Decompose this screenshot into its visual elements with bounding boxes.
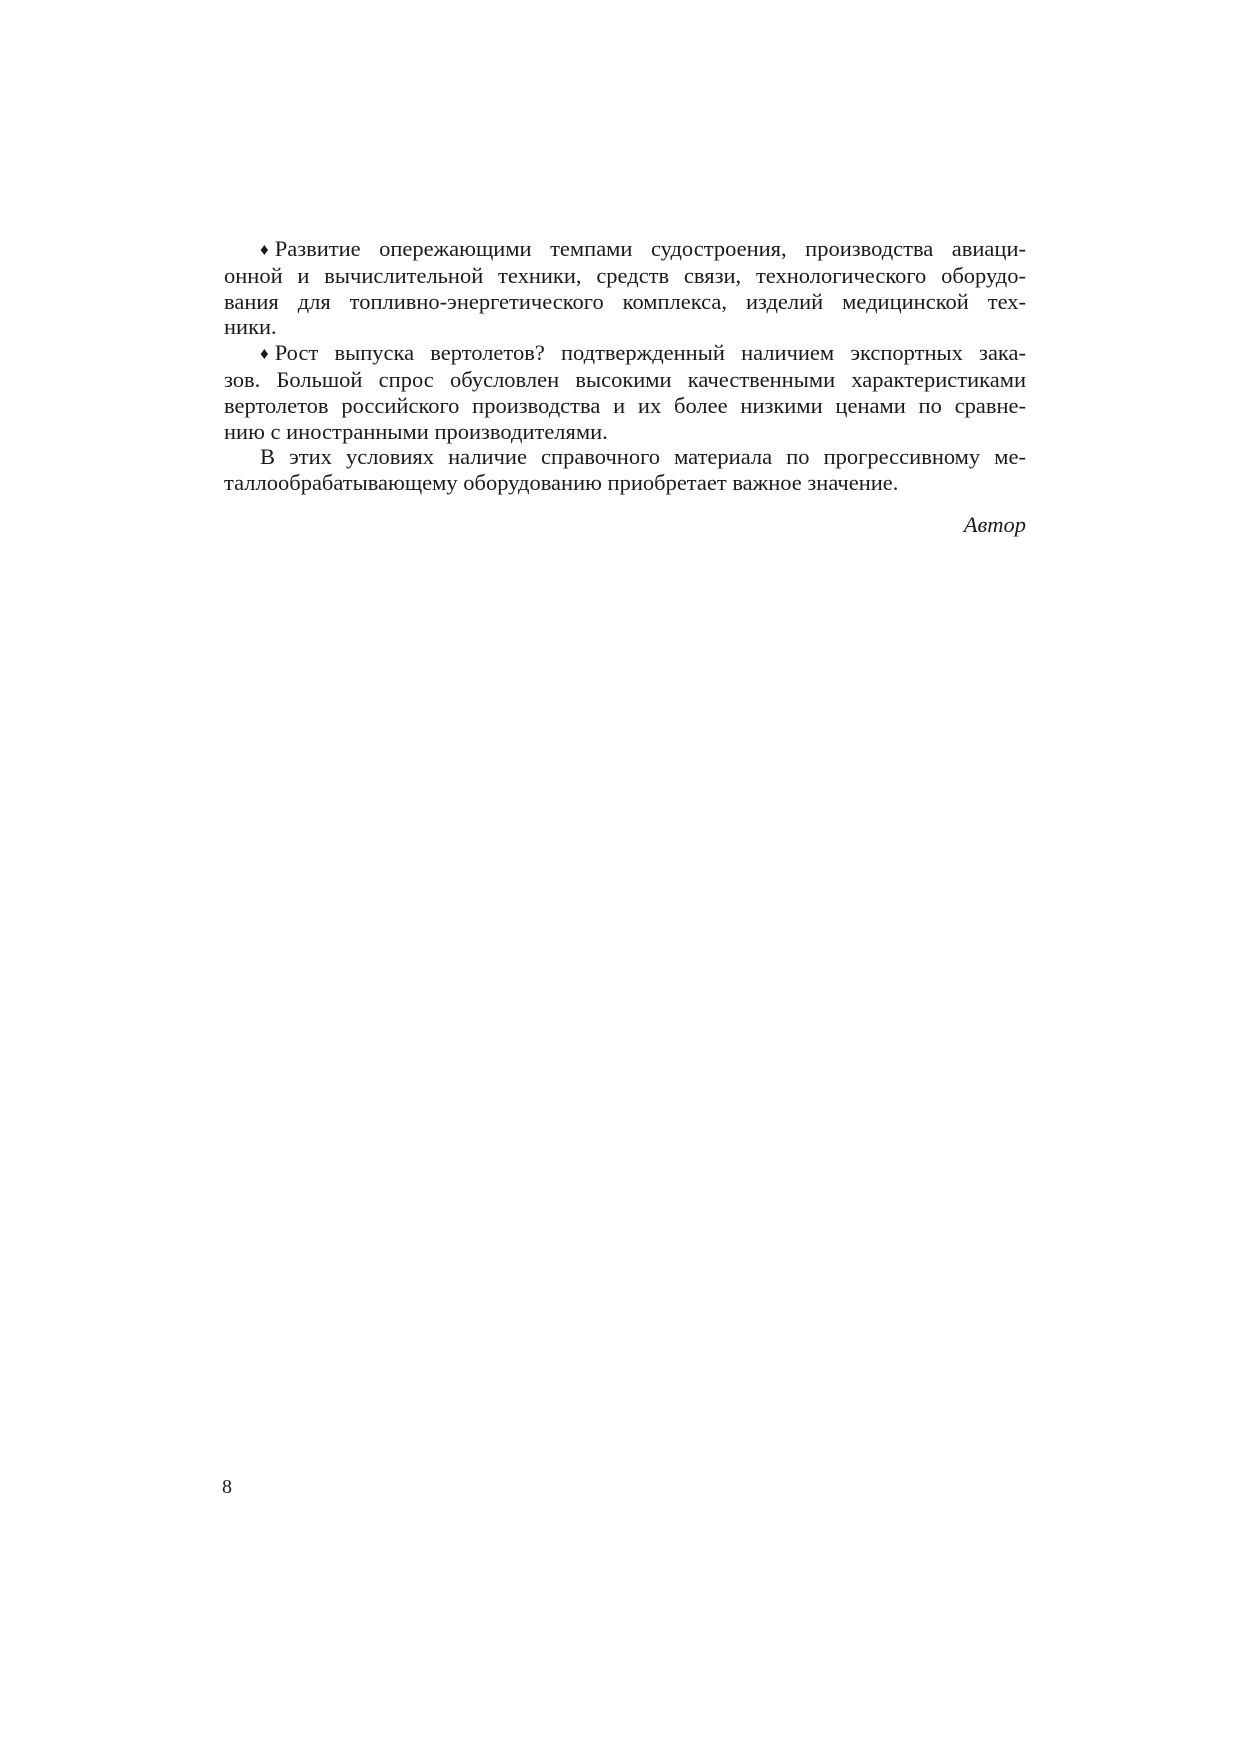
page-number: 8 <box>222 1476 232 1498</box>
paragraph-shipbuilding <box>224 236 1026 340</box>
author-signature: Автор <box>963 512 1026 537</box>
text-line: ники. <box>224 314 277 340</box>
text-line: ♦ Развитие опережающими темпами судостроения, производства авиаци- <box>260 236 1026 261</box>
body-text <box>224 236 1026 496</box>
text-line: онной и вычислительной техники, средств связи, технологического оборудо- <box>224 262 1026 288</box>
diamond-bullet-icon: ♦ <box>260 344 269 364</box>
text-line: зов. Большой спрос обусловлен высокими качественными характеристиками <box>224 366 1026 392</box>
paragraph-helicopters <box>224 340 1026 444</box>
text-line: вания для топливно-энергетического комплекса, изделий медицинской тех- <box>224 288 1026 314</box>
text-line: вертолетов российского производства и их более низкими ценами по сравне- <box>224 392 1026 418</box>
text-line: В этих условиях наличие справочного материала по прогрессивному ме- <box>260 444 1026 470</box>
text-line: таллообрабатывающему оборудованию приобретает важное значение. <box>224 470 899 496</box>
diamond-bullet-icon: ♦ <box>260 240 269 259</box>
text-line: ♦ Рост выпуска вертолетов? подтвержденный наличием экспортных зака- <box>260 340 1026 366</box>
text-line: нию с иностранными производителями. <box>224 418 608 444</box>
paragraph-conclusion <box>224 444 1026 496</box>
